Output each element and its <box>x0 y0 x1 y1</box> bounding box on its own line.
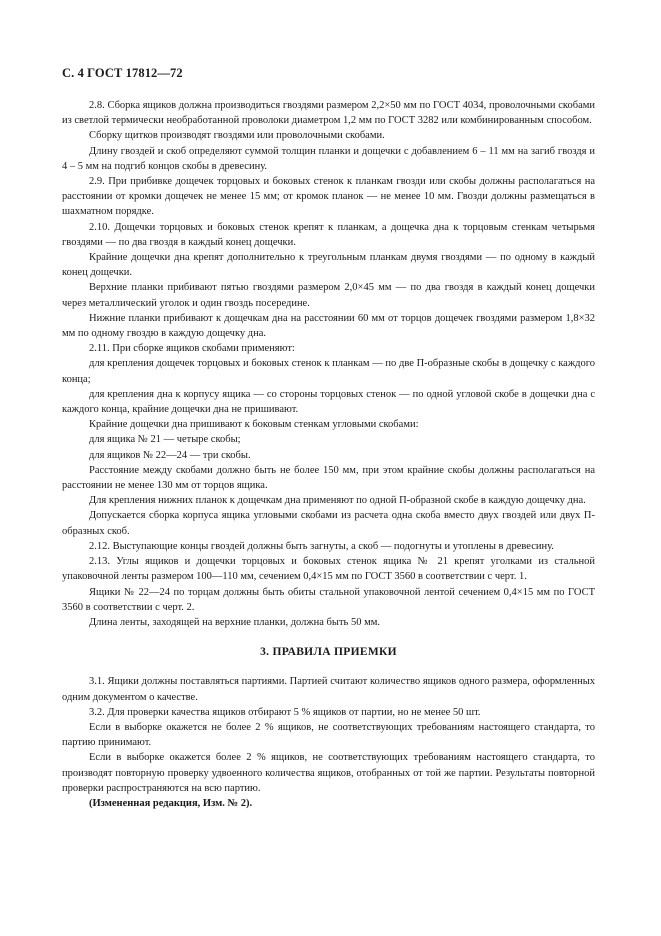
amendment-note: (Измененная редакция, Изм. № 2). <box>89 797 253 809</box>
paragraph: Крайние дощечки дна крепят дополнительно к треугольным планкам двумя гвоздями — по одному в каждый конец дощечки. <box>62 252 595 279</box>
page-header: С. 4 ГОСТ 17812—72 <box>62 66 183 80</box>
section-title: 3. ПРАВИЛА ПРИЕМКИ <box>260 646 397 659</box>
paragraph: Длину гвоздей и скоб определяют суммой толщин планки и дощечки с добавлением 6 – 11 мм на загиб гвоздя и 4 – 5 мм на подгиб концов скобы в древесину. <box>62 145 595 172</box>
paragraph: Крайние дощечки дна пришивают к боковым стенкам угловыми скобами: <box>89 419 419 431</box>
paragraph-3-2: 3.2. Для проверки качества ящиков отбирают 5 % ящиков от партии, но не менее 50 шт. <box>89 706 481 718</box>
paragraph-2-12: 2.12. Выступающие концы гвоздей должны быть загнуты, а скоб — подогнуты и утоплены в древесину. <box>89 540 554 552</box>
paragraph: Ящики № 22—24 по торцам должны быть обиты стальной упаковочной лентой сечением 0,4×15 мм по ГОСТ 3560 в соответствии с черт. 2. <box>62 586 595 613</box>
paragraph: Расстояние между скобами должно быть не более 150 мм, при этом крайние скобы должны располагаться на расстоянии не менее 130 мм от торцов ящика. <box>62 464 595 492</box>
document-body <box>62 98 595 811</box>
paragraph: для крепления дощечек торцовых и боковых стенок к планкам — по две П-образные скобы в дощечку с каждого конца; <box>62 358 595 385</box>
paragraph-3-1: 3.1. Ящики должны поставляться партиями. Партией считают количество ящиков одного размера, оформленных одним документом о качестве. <box>62 676 595 703</box>
paragraph: Верхние планки прибивают пятью гвоздями размером 2,0×45 мм — по два гвоздя в каждый конец дощечки через металлический уголок и один гвоздь посередине. <box>62 282 595 309</box>
paragraph: Длина ленты, заходящей на верхние планки, должна быть 50 мм. <box>89 616 380 628</box>
paragraph: Нижние планки прибивают к дощечкам дна на расстоянии 60 мм от торцов дощечек гвоздями размером 1,8×32 мм по одному гвоздю в каждую дощечку дна. <box>62 312 595 340</box>
paragraph: для ящика № 21 — четыре скобы; <box>89 434 241 446</box>
paragraph-2-11: 2.11. При сборке ящиков скобами применяют: <box>89 343 295 355</box>
paragraph: для ящиков № 22—24 — три скобы. <box>89 449 251 461</box>
paragraph: Если в выборке окажется не более 2 % ящиков, не соответствующих требованиям настоящего стандарта, то партию принимают. <box>62 721 595 749</box>
paragraph-2-10: 2.10. Дощечки торцовых и боковых стенок крепят к планкам, а дощечка дна к торцовым стенкам четырьмя гвоздями — по два гвоздя в каждый конец дощечки. <box>62 221 595 248</box>
paragraph-2-8: 2.8. Сборка ящиков должна производиться гвоздями размером 2,2×50 мм по ГОСТ 4034, проволочными скобами из светлой термически необработанной проволоки диаметром 1,2 мм по ГОСТ 3282 или комбинированным способом. <box>62 100 595 127</box>
paragraph: Если в выборке окажется более 2 % ящиков, не соответствующих требованиям настоящего стандарта, то производят повторную проверку удвоенного количества ящиков, отобранных от той же партии. Результаты повторной проверки распространяются на всю партию. <box>62 752 595 794</box>
paragraph-2-13: 2.13. Углы ящиков и дощечки торцовых и боковых стенок ящика № 21 крепят уголками из стальной упаковочной ленты размером 100—110 мм, сечением 0,4×15 мм по ГОСТ 3560 в соответствии с черт. 1. <box>62 556 595 583</box>
paragraph: Допускается сборка корпуса ящика угловыми скобами из расчета одна скоба вместо двух гвоздей или двух П-образных скоб. <box>62 510 595 537</box>
paragraph-2-9: 2.9. При прибивке дощечек торцовых и боковых стенок к планкам гвозди или скобы должны располагаться на расстоянии от кромки дощечек не менее 15 мм; от кромок планок — не менее 10 мм. Гвозди должны размещаться в шахматном порядке. <box>62 176 595 218</box>
paragraph: для крепления дна к корпусу ящика — со стороны торцовых стенок — по одной угловой скобе в дощечки дна с каждого конца, крайние дощечки дна не пришивают. <box>62 388 595 416</box>
paragraph: Сборку щитков производят гвоздями или проволочными скобами. <box>89 130 385 142</box>
paragraph: Для крепления нижних планок к дощечкам дна применяют по одной П-образной скобе в каждую дощечку дна. <box>89 495 586 507</box>
